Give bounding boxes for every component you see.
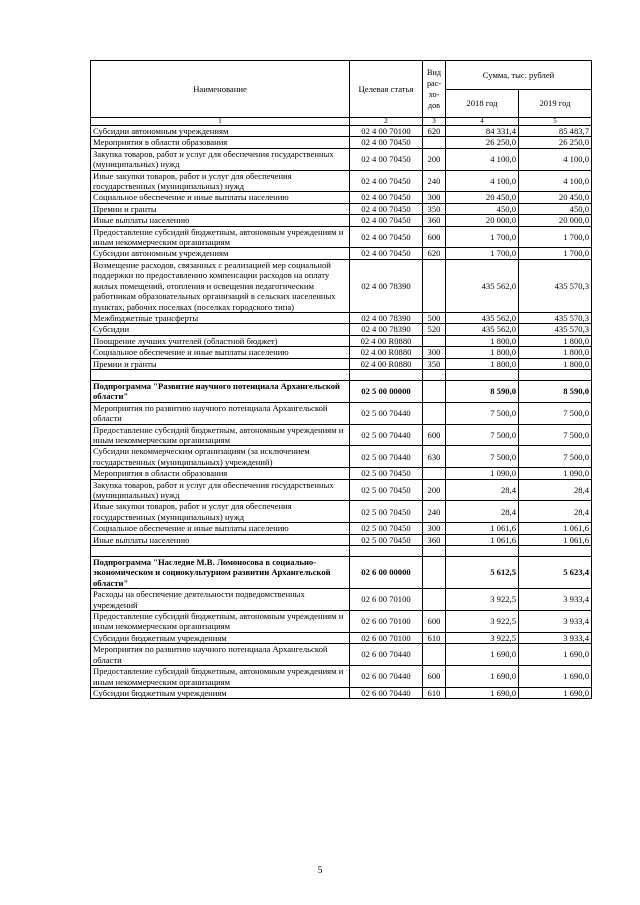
value-2019-cell: 1 690,0	[519, 666, 592, 688]
table-row	[91, 534, 592, 545]
code-cell: 02 6 00 70440	[350, 644, 423, 666]
type-cell: 360	[423, 534, 446, 545]
value-2018-cell: 1 800,0	[446, 358, 519, 369]
value-2018-cell: 3 922,5	[446, 589, 519, 611]
value-2019-cell: 1 690,0	[519, 687, 592, 698]
name-cell: Предоставление субсидий бюджетным, автономным учреждениям и иным некоммерческим организациям	[91, 611, 350, 633]
code-cell: 02 4 00 70450	[350, 192, 423, 203]
table-row	[91, 335, 592, 346]
type-cell: 520	[423, 324, 446, 335]
value-2019-cell: 1 800,0	[519, 347, 592, 358]
value-2019-cell: 1 690,0	[519, 644, 592, 666]
value-2018-cell: 8 590,0	[446, 380, 519, 402]
type-cell	[423, 557, 446, 589]
name-cell: Социальное обеспечение и иные выплаты населению	[91, 192, 350, 203]
name-cell: Предоставление субсидий бюджетным, автономным учреждениям и иным некоммерческим организациям	[91, 666, 350, 688]
type-cell: 600	[423, 611, 446, 633]
value-2018-cell: 28,4	[446, 479, 519, 501]
value-2018-cell: 7 500,0	[446, 424, 519, 446]
name-cell: Премии и гранты	[91, 358, 350, 369]
value-2019-cell: 20 450,0	[519, 192, 592, 203]
name-cell: Подпрограмма "Развитие научного потенциала Архангельской области"	[91, 380, 350, 402]
value-2018-cell: 1 800,0	[446, 335, 519, 346]
type-cell: 600	[423, 226, 446, 248]
name-cell: Иные выплаты населению	[91, 534, 350, 545]
value-2018-cell: 1 061,6	[446, 534, 519, 545]
value-2018-cell: 450,0	[446, 203, 519, 214]
table-row	[91, 611, 592, 633]
type-cell: 300	[423, 192, 446, 203]
empty-cell	[423, 369, 446, 380]
code-cell: 02 5 00 70450	[350, 534, 423, 545]
value-2019-cell: 20 000,0	[519, 215, 592, 226]
value-2018-cell: 1 690,0	[446, 666, 519, 688]
name-cell: Мероприятия в области образования	[91, 468, 350, 479]
code-cell: 02 6 00 70440	[350, 687, 423, 698]
type-cell	[423, 402, 446, 424]
code-cell: 02 4 00 70450	[350, 148, 423, 170]
column-index-row	[91, 118, 592, 126]
name-cell: Субсидии бюджетным учреждениям	[91, 632, 350, 643]
name-cell: Предоставление субсидий бюджетным, автономным учреждениям и иным некоммерческим организациям	[91, 424, 350, 446]
type-cell: 240	[423, 170, 446, 192]
type-cell	[423, 644, 446, 666]
value-2018-cell: 435 562,0	[446, 324, 519, 335]
value-2019-cell: 8 590,0	[519, 380, 592, 402]
type-cell: 620	[423, 126, 446, 137]
name-cell: Закупка товаров, работ и услуг для обеспечения государственных (муниципальных) нужд	[91, 148, 350, 170]
index-cell: 2	[350, 118, 423, 126]
table-row	[91, 424, 592, 446]
name-cell: Иные выплаты населению	[91, 215, 350, 226]
table-row	[91, 644, 592, 666]
type-cell	[423, 137, 446, 148]
index-cell: 1	[91, 118, 350, 126]
type-cell	[423, 335, 446, 346]
value-2018-cell: 1 700,0	[446, 226, 519, 248]
value-2018-cell: 20 450,0	[446, 192, 519, 203]
name-cell: Мероприятия в области образования	[91, 137, 350, 148]
type-cell: 600	[423, 666, 446, 688]
value-2018-cell: 3 922,5	[446, 611, 519, 633]
code-cell: 02 5 00 70440	[350, 424, 423, 446]
value-2018-cell: 1 800,0	[446, 347, 519, 358]
empty-cell	[519, 369, 592, 380]
table-row	[91, 226, 592, 248]
type-cell: 610	[423, 687, 446, 698]
name-cell: Предоставление субсидий бюджетным, автономным учреждениям и иным некоммерческим организациям	[91, 226, 350, 248]
value-2019-cell: 1 800,0	[519, 358, 592, 369]
type-cell: 200	[423, 479, 446, 501]
value-2018-cell: 26 250,0	[446, 137, 519, 148]
type-cell: 620	[423, 248, 446, 259]
value-2018-cell: 435 562,0	[446, 312, 519, 323]
name-cell: Премии и гранты	[91, 203, 350, 214]
value-2019-cell: 4 100,0	[519, 170, 592, 192]
code-cell: 02 5 00 70440	[350, 402, 423, 424]
code-cell: 02 5 00 70440	[350, 446, 423, 468]
code-cell: 02 5 00 00000	[350, 380, 423, 402]
code-cell: 02 4 00 70450	[350, 215, 423, 226]
value-2018-cell: 4 100,0	[446, 170, 519, 192]
value-2019-cell: 435 570,3	[519, 259, 592, 312]
code-cell: 02 6 00 70100	[350, 632, 423, 643]
table-row	[91, 248, 592, 259]
header-row-1	[91, 61, 592, 90]
code-cell: 02 5 00 70450	[350, 479, 423, 501]
table-row	[91, 589, 592, 611]
table-row	[91, 347, 592, 358]
empty-cell	[350, 369, 423, 380]
table-row	[91, 259, 592, 312]
code-cell: 02 4 00 70450	[350, 203, 423, 214]
empty-cell	[350, 546, 423, 557]
name-cell: Иные закупки товаров, работ и услуг для обеспечения государственных (муниципальных) нужд	[91, 170, 350, 192]
value-2018-cell: 435 562,0	[446, 259, 519, 312]
name-cell: Поощрение лучших учителей (областной бюджет)	[91, 335, 350, 346]
table-row	[91, 170, 592, 192]
spacer-row	[91, 369, 592, 380]
name-cell: Субсидии бюджетным учреждениям	[91, 687, 350, 698]
code-cell: 02 4 00 78390	[350, 259, 423, 312]
subprogram-row	[91, 380, 592, 402]
value-2018-cell: 1 700,0	[446, 248, 519, 259]
type-cell: 200	[423, 148, 446, 170]
code-cell: 02 6 00 70100	[350, 611, 423, 633]
code-cell: 02 5 00 70450	[350, 501, 423, 523]
code-cell: 02 4 00 70450	[350, 137, 423, 148]
type-cell	[423, 259, 446, 312]
subprogram-row	[91, 557, 592, 589]
code-cell: 02 6 00 00000	[350, 557, 423, 589]
value-2019-cell: 1 800,0	[519, 335, 592, 346]
code-cell: 02 4 00 70100	[350, 126, 423, 137]
type-cell: 610	[423, 632, 446, 643]
table-body	[91, 126, 592, 699]
value-2018-cell: 20 000,0	[446, 215, 519, 226]
value-2019-cell: 26 250,0	[519, 137, 592, 148]
spacer-row	[91, 546, 592, 557]
table-row	[91, 479, 592, 501]
type-cell: 630	[423, 446, 446, 468]
value-2019-cell: 1 061,6	[519, 523, 592, 534]
code-cell: 02 6 00 70440	[350, 666, 423, 688]
page-number: 5	[317, 866, 323, 876]
table-row	[91, 632, 592, 643]
budget-table	[90, 60, 592, 699]
empty-cell	[519, 546, 592, 557]
table-row	[91, 687, 592, 698]
code-cell: 02 5 00 70450	[350, 523, 423, 534]
value-2018-cell: 4 100,0	[446, 148, 519, 170]
type-cell: 240	[423, 501, 446, 523]
name-cell: Мероприятия по развитию научного потенциала Архангельской области	[91, 644, 350, 666]
value-2019-cell: 4 100,0	[519, 148, 592, 170]
name-cell: Расходы на обеспечение деятельности подведомственных учреждений	[91, 589, 350, 611]
value-2018-cell: 84 331,4	[446, 126, 519, 137]
code-cell: 02 4 00 70450	[350, 248, 423, 259]
name-cell: Субсидии автономным учреждениям	[91, 126, 350, 137]
type-cell: 350	[423, 358, 446, 369]
value-2019-cell: 3 933,4	[519, 632, 592, 643]
table-row	[91, 446, 592, 468]
code-cell: 02 4 00 70450	[350, 170, 423, 192]
type-cell: 300	[423, 347, 446, 358]
value-2019-cell: 1 700,0	[519, 248, 592, 259]
name-cell: Социальное обеспечение и иные выплаты населению	[91, 523, 350, 534]
header-2019: 2019 год	[519, 90, 592, 118]
header-type: Вид рас-хо-дов	[423, 61, 446, 118]
code-cell: 02 4 00 70450	[350, 226, 423, 248]
value-2018-cell: 1 690,0	[446, 644, 519, 666]
table-row	[91, 312, 592, 323]
value-2019-cell: 1 061,6	[519, 534, 592, 545]
code-cell: 02 6 00 70100	[350, 589, 423, 611]
code-cell: 02 4 00 R0880	[350, 347, 423, 358]
name-cell: Субсидии автономным учреждениям	[91, 248, 350, 259]
name-cell: Субсидии	[91, 324, 350, 335]
empty-cell	[446, 369, 519, 380]
type-cell	[423, 380, 446, 402]
table-row	[91, 358, 592, 369]
table-row	[91, 324, 592, 335]
type-cell: 350	[423, 203, 446, 214]
empty-cell	[446, 546, 519, 557]
name-cell: Субсидии некоммерческим организациям (за исключением государственных (муниципальных) учреждений)	[91, 446, 350, 468]
value-2019-cell: 85 483,7	[519, 126, 592, 137]
value-2019-cell: 435 570,3	[519, 324, 592, 335]
type-cell	[423, 468, 446, 479]
value-2019-cell: 3 933,4	[519, 589, 592, 611]
index-cell: 5	[519, 118, 592, 126]
type-cell: 500	[423, 312, 446, 323]
value-2018-cell: 1 090,0	[446, 468, 519, 479]
name-cell: Иные закупки товаров, работ и услуг для обеспечения государственных (муниципальных) нужд	[91, 501, 350, 523]
header-name: Наименование	[91, 61, 350, 118]
value-2018-cell: 1 690,0	[446, 687, 519, 698]
name-cell: Мероприятия по развитию научного потенциала Архангельской области	[91, 402, 350, 424]
value-2019-cell: 5 623,4	[519, 557, 592, 589]
code-cell: 02 4 00 R0880	[350, 358, 423, 369]
value-2019-cell: 450,0	[519, 203, 592, 214]
value-2018-cell: 7 500,0	[446, 446, 519, 468]
value-2019-cell: 7 500,0	[519, 424, 592, 446]
table-row	[91, 666, 592, 688]
value-2018-cell: 7 500,0	[446, 402, 519, 424]
value-2019-cell: 28,4	[519, 501, 592, 523]
code-cell: 02 4 00 78390	[350, 312, 423, 323]
value-2018-cell: 3 922,5	[446, 632, 519, 643]
table-row	[91, 523, 592, 534]
empty-cell	[91, 369, 350, 380]
name-cell: Возмещение расходов, связанных с реализацией мер социальной поддержки по предоставлению компенсации расходов на оплату жилых помещений, отопления и освещения педагогическим работникам образовательных организаций в сельских населенных пунктах, рабочих поселках (поселках городского типа)	[91, 259, 350, 312]
name-cell: Межбюджетные трансферты	[91, 312, 350, 323]
type-cell: 360	[423, 215, 446, 226]
value-2018-cell: 1 061,6	[446, 523, 519, 534]
table-row	[91, 501, 592, 523]
table-row	[91, 468, 592, 479]
code-cell: 02 4 00 R0880	[350, 335, 423, 346]
name-cell: Закупка товаров, работ и услуг для обеспечения государственных (муниципальных) нужд	[91, 479, 350, 501]
value-2018-cell: 5 612,5	[446, 557, 519, 589]
name-cell: Социальное обеспечение и иные выплаты населению	[91, 347, 350, 358]
value-2019-cell: 3 933,4	[519, 611, 592, 633]
type-cell: 600	[423, 424, 446, 446]
code-cell: 02 5 00 70450	[350, 468, 423, 479]
table-row	[91, 126, 592, 137]
value-2018-cell: 28,4	[446, 501, 519, 523]
table-row	[91, 215, 592, 226]
value-2019-cell: 435 570,3	[519, 312, 592, 323]
value-2019-cell: 28,4	[519, 479, 592, 501]
index-cell: 4	[446, 118, 519, 126]
code-cell: 02 4 00 78390	[350, 324, 423, 335]
value-2019-cell: 1 090,0	[519, 468, 592, 479]
table-row	[91, 148, 592, 170]
table-row	[91, 192, 592, 203]
header-2018: 2018 год	[446, 90, 519, 118]
type-cell	[423, 589, 446, 611]
name-cell: Подпрограмма "Наследие М.В. Ломоносова в социально-экономическом и социокультурном развитии Архангельской области"	[91, 557, 350, 589]
table-row	[91, 402, 592, 424]
empty-cell	[91, 546, 350, 557]
value-2019-cell: 1 700,0	[519, 226, 592, 248]
table-row	[91, 203, 592, 214]
header-sum: Сумма, тыс. рублей	[446, 61, 592, 90]
value-2019-cell: 7 500,0	[519, 446, 592, 468]
header-code: Целевая статья	[350, 61, 423, 118]
value-2019-cell: 7 500,0	[519, 402, 592, 424]
table-row	[91, 137, 592, 148]
index-cell: 3	[423, 118, 446, 126]
type-cell: 300	[423, 523, 446, 534]
empty-cell	[423, 546, 446, 557]
